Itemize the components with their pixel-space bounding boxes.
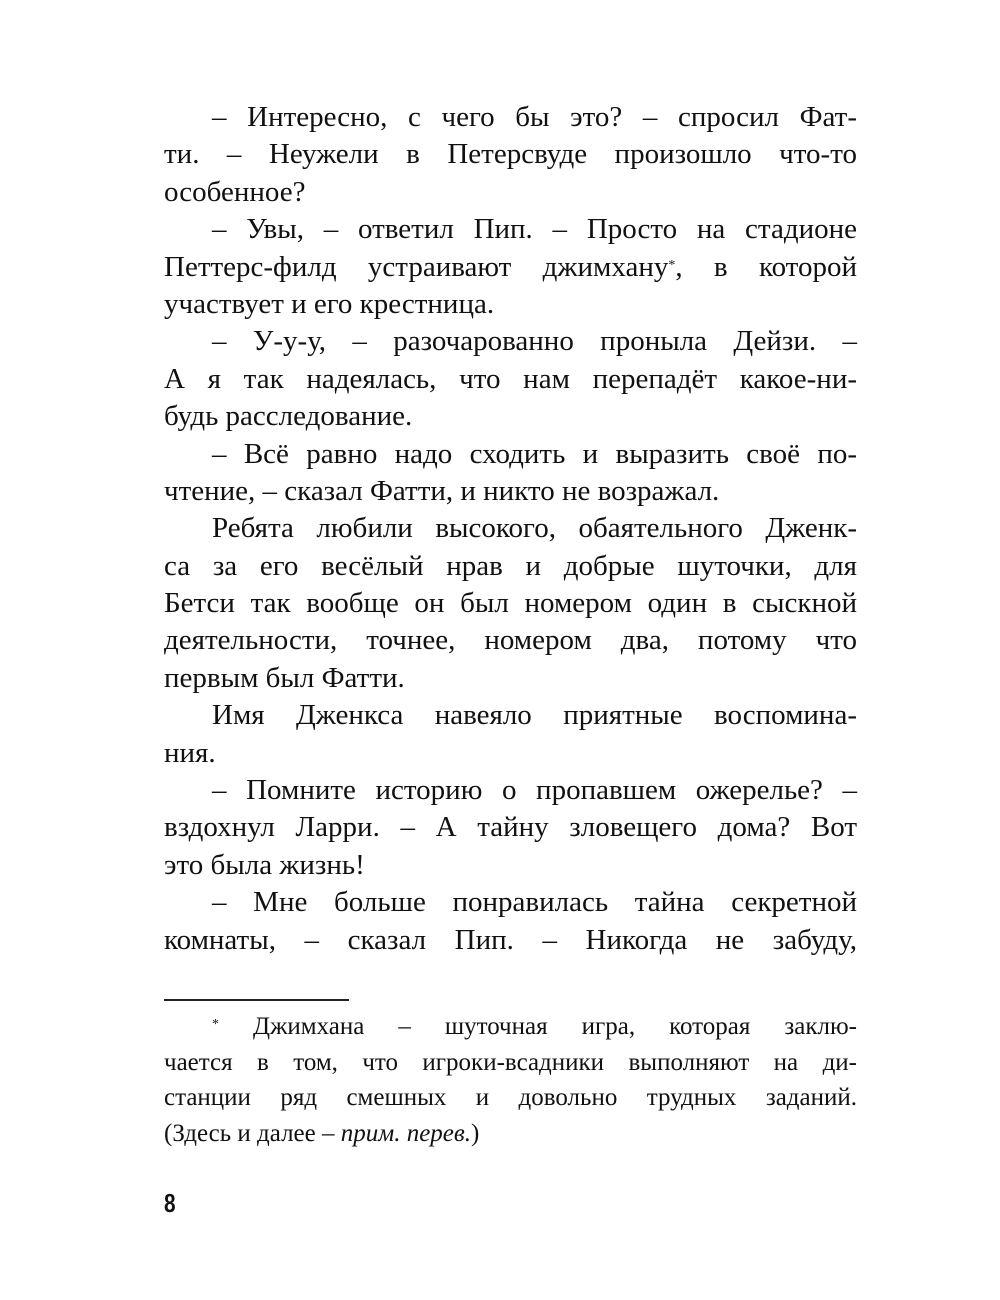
footnote-text: Джимхана – шуточная игра, которая заклю-	[253, 1013, 858, 1040]
text-line: Ребята любили высокого, обаятельного Дженк-	[212, 512, 857, 545]
footnote-reference: *	[668, 257, 676, 273]
text-line: вздохнул Ларри. – А тайну зловещего дома? Вот	[164, 811, 857, 844]
text-line: будь расследование.	[164, 400, 413, 433]
footnote-text: (Здесь и далее –	[164, 1119, 341, 1147]
footnote-text: )	[471, 1119, 480, 1147]
text-line: ти. – Неужели в Петерсвуде произошло что-то	[164, 138, 857, 171]
text-line: комнаты, – сказал Пип. – Никогда не забуду,	[164, 923, 857, 956]
footnote-line	[164, 1116, 857, 1152]
text-line: Имя Дженкса навеяло приятные воспомина-	[212, 699, 857, 732]
text-line: – Помните историю о пропавшем ожерелье? –	[212, 774, 857, 807]
footnote-divider	[164, 999, 349, 1001]
body-text	[164, 99, 857, 959]
footnote-line	[164, 1009, 857, 1045]
text-line: – У-у-у, – разочарованно проныла Дейзи. –	[212, 325, 857, 358]
text-line: – Мне больше понравилась тайна секретной	[212, 886, 857, 919]
footnote-italic-text: прим. перев.	[340, 1119, 471, 1147]
text-line: участвует и его крестница.	[164, 287, 495, 320]
text-line: Петтерс-филд устраивают джимхану*, в которой	[164, 250, 857, 283]
footnote	[164, 1009, 857, 1151]
text-line: чтение, – сказал Фатти, и никто не возражал.	[164, 474, 720, 507]
text-line: ния.	[164, 736, 216, 769]
text-line: – Интересно, с чего бы это? – спросил Фат-	[212, 101, 857, 133]
text-line: первым был Фатти.	[164, 661, 405, 694]
footnote-marker: *	[212, 1017, 219, 1032]
text-line: Бетси так вообще он был номером один в сыскной	[164, 587, 857, 620]
text-line: особенное?	[164, 175, 306, 208]
text-line: это была жизнь!	[164, 848, 365, 881]
text-line: – Всё равно надо сходить и выразить своё по-	[212, 437, 857, 470]
text-line: са за его весёлый нрав и добрые шуточки, для	[164, 549, 857, 582]
text-line: А я так надеялась, что нам перепадёт какое-ни-	[164, 362, 857, 395]
text-line: деятельности, точнее, номером два, потому что	[164, 624, 857, 657]
text-line: – Увы, – ответил Пип. – Просто на стадионе	[212, 213, 857, 246]
footnote-line: станции ряд смешных и довольно трудных заданий.	[164, 1084, 857, 1111]
footnote-line: чается в том, что игроки-всадники выполняют на ди-	[164, 1048, 857, 1076]
page-number: 8	[164, 1188, 176, 1218]
